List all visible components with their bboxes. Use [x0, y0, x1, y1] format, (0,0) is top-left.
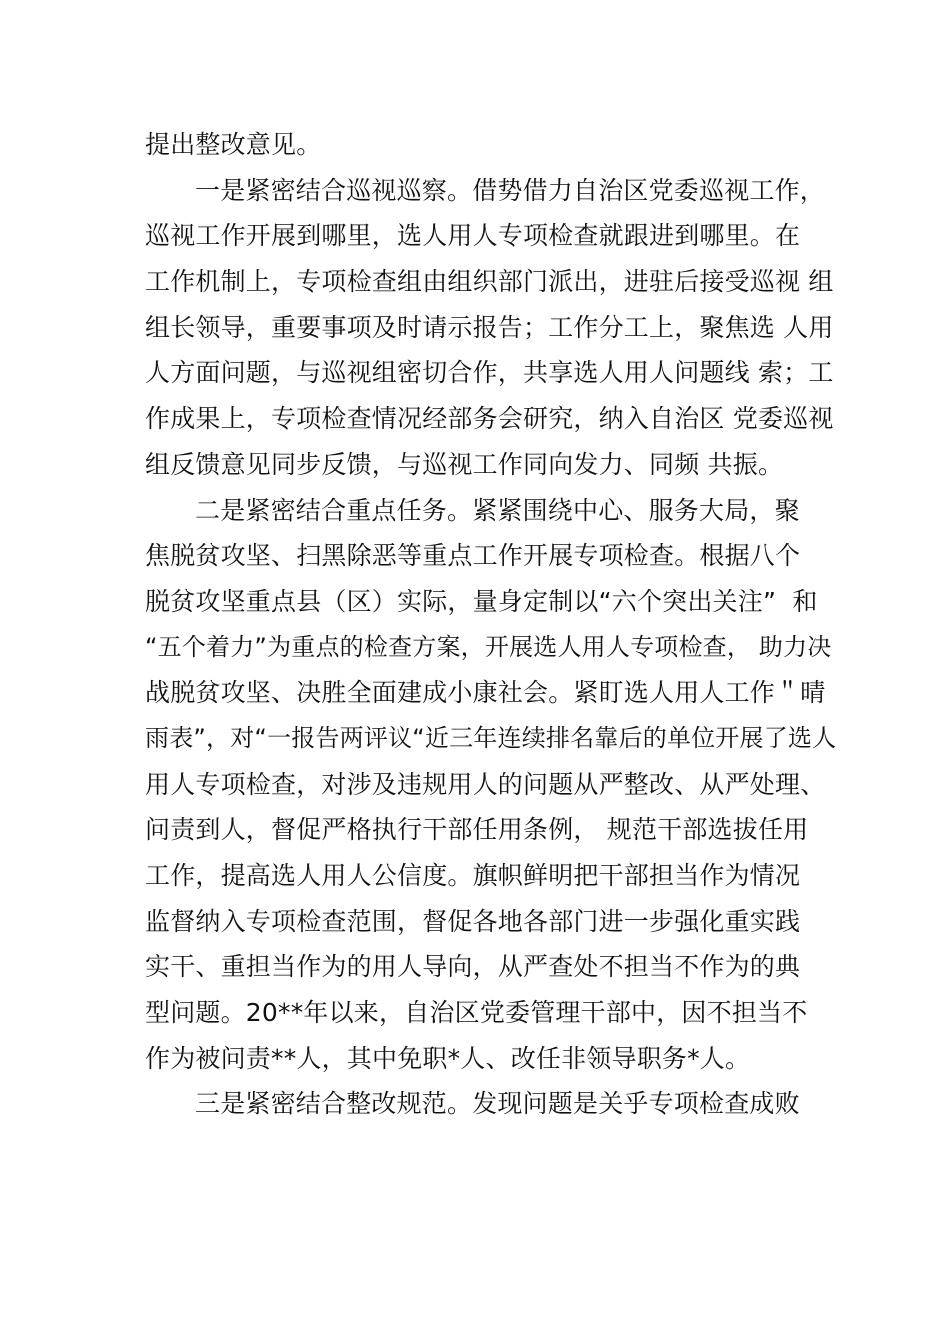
text-line: 一是紧密结合巡视巡察。借势借力自治区党委巡视工作，: [195, 175, 826, 205]
document-body: [145, 122, 845, 1127]
text-line: 焦脱贫攻坚、扫黑除恶等重点工作开展专项检查。根据八个: [145, 541, 801, 571]
text-line: 人方面问题，与巡视组密切合作，共享选人用人问题线 索；工: [145, 358, 834, 388]
text-line: 三是紧密结合整改规范。发现问题是关乎专项检查成败: [195, 1089, 800, 1119]
text-line: 作成果上，专项检查情况经部务会研究，纳入自治区 党委巡视: [145, 404, 834, 434]
text-line: 巡视工作开展到哪里，选人用人专项检查就跟进到哪里。在: [145, 221, 801, 251]
text-line: 型问题。20**年以来，自治区党委管理干部中，因不担当不: [145, 998, 808, 1028]
text-line: 组反馈意见同步反馈，与巡视工作同向发力、同频 共振。: [145, 449, 784, 479]
text-line: 作为被问责**人，其中免职*人、改任非领导职务*人。: [145, 1043, 751, 1073]
text-line: 战脱贫攻坚、决胜全面建成小康社会。紧盯选人用人工作＂晴: [145, 678, 826, 708]
text-line: 工作机制上，专项检查组由组织部门派出，进驻后接受巡视 组: [145, 267, 834, 297]
text-line: 组长领导，重要事项及时请示报告；工作分工上，聚焦选 人用: [145, 312, 834, 342]
text-line: 脱贫攻坚重点县（区）实际，量身定制以“六个突出关注” 和: [145, 586, 818, 616]
text-line: 用人专项检查，对涉及违规用人的问题从严整改、从严处理、: [145, 769, 826, 799]
text-line: 问责到人，督促严格执行干部任用条例， 规范干部选拔任用: [145, 815, 809, 845]
text-line: 工作，提高选人用人公信度。旗帜鲜明把干部担当作为情况: [145, 861, 801, 890]
text-line: 雨表”，对“一报告两评议“近三年连续排名靠后的单位开展了选人: [145, 723, 837, 752]
text-line: 实干、重担当作为的用人导向，从严查处不担当不作为的典: [145, 952, 801, 982]
text-line: 提出整改意见。: [145, 130, 322, 159]
text-line: 监督纳入专项检查范围，督促各地各部门进一步强化重实践: [145, 906, 801, 936]
text-line: 二是紧密结合重点任务。紧紧围绕中心、服务大局，聚: [195, 495, 800, 525]
text-line: “五个着力”为重点的检查方案，开展选人用人专项检查， 助力决: [145, 632, 832, 661]
